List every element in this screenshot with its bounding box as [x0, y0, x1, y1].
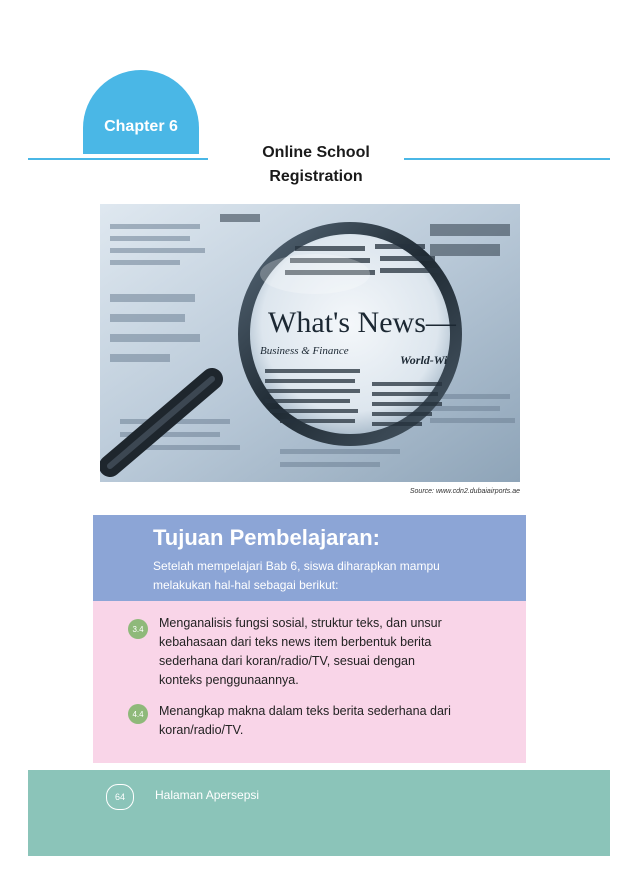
lens-subheading-right: World-Wi	[400, 353, 448, 367]
learning-objectives-title: Tujuan Pembelajaran:	[153, 525, 380, 550]
chapter-label: Chapter 6	[104, 118, 178, 135]
competency-badge-3-4: 3.4	[128, 619, 148, 639]
chapter-tab	[83, 70, 199, 154]
competency-text-4-4	[159, 702, 499, 740]
learning-objectives-body	[93, 601, 526, 763]
competency-3-4-line-3: sederhana dari koran/radio/TV, sesuai dengan	[159, 654, 415, 668]
competency-4-4-line-1: Menangkap makna dalam teks berita sederhana dari	[159, 704, 451, 718]
lens-heading: What's News—	[268, 306, 456, 339]
footer-section-label: Halaman Apersepsi	[155, 788, 260, 802]
page-number: 64	[106, 784, 134, 810]
competency-badge-4-4: 4.4	[128, 704, 148, 724]
footer-band	[28, 770, 610, 856]
learning-objectives-intro	[153, 557, 493, 595]
intro-line-1: Setelah mempelajari Bab 6, siswa diharapkan mampu	[153, 559, 440, 573]
competency-4-4-line-2: koran/radio/TV.	[159, 723, 244, 737]
newspaper-magnifier-photo	[100, 204, 520, 482]
learning-objectives-header	[93, 515, 526, 601]
lens-subheading-left: Business & Finance	[260, 345, 349, 357]
intro-line-2: melakukan hal-hal sebagai berikut:	[153, 578, 339, 592]
header-rule-left	[28, 158, 208, 160]
header-rule-right	[404, 158, 610, 160]
chapter-title-line1: Online School	[262, 144, 370, 161]
competency-3-4-line-2: kebahasaan dari teks news item berbentuk berita	[159, 635, 432, 649]
competency-text-3-4	[159, 614, 499, 690]
competency-3-4-line-4: konteks penggunaannya.	[159, 673, 299, 687]
chapter-title-line2: Registration	[269, 168, 363, 185]
photo-source-caption: Source: www.cdn2.dubaiairports.ae	[409, 488, 520, 495]
chapter-title	[216, 141, 416, 189]
competency-3-4-line-1: Menganalisis fungsi sosial, struktur teks, dan unsur	[159, 616, 442, 630]
